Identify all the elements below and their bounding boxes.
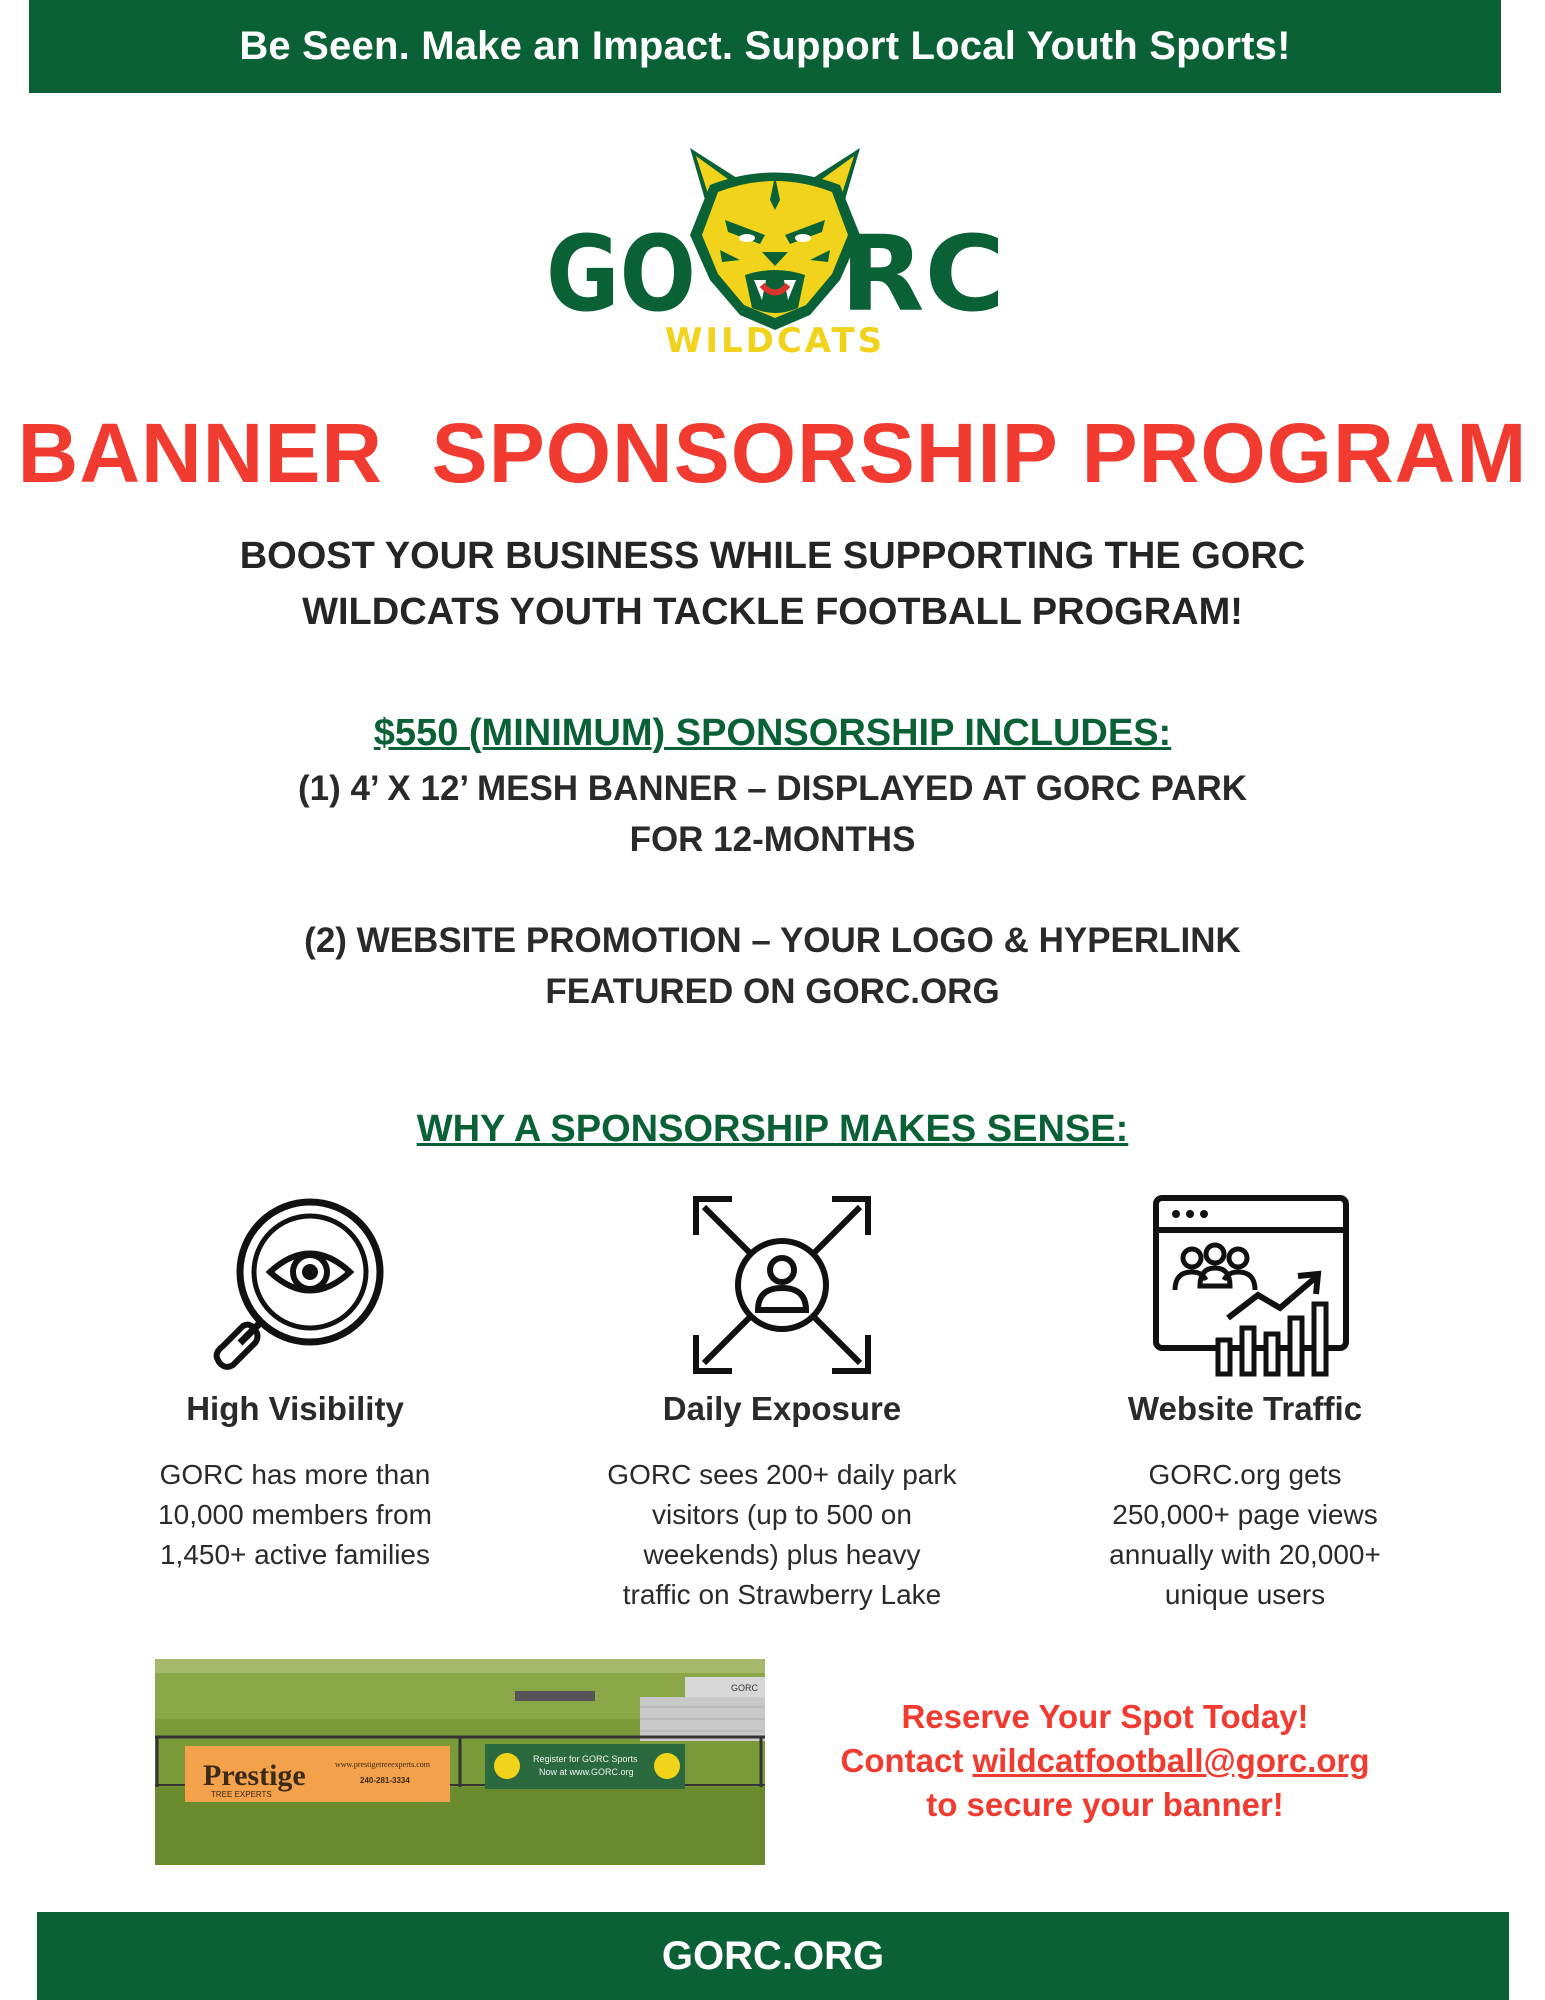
feature-daily-exposure [572, 1190, 992, 1620]
feature-line: GORC sees 200+ daily park [607, 1459, 957, 1490]
feature-line: GORC.org gets [1148, 1459, 1342, 1490]
logo-text-go: GO [546, 213, 696, 335]
feature-line: annually with 20,000+ [1109, 1539, 1381, 1570]
feature-line: weekends) plus heavy [643, 1539, 921, 1570]
cta-line-3: to secure your banner! [926, 1786, 1284, 1823]
include-item-2-line-1: (2) WEBSITE PROMOTION – YOUR LOGO & HYPERLINK [304, 921, 1241, 960]
top-banner [29, 0, 1501, 93]
feature-line: 1,450+ active families [159, 1539, 431, 1570]
feature-title: Daily Exposure [662, 1390, 902, 1427]
feature-description [572, 1455, 992, 1615]
magnifier-eye-icon [195, 1190, 395, 1380]
logo-subtext: WILDCATS [664, 321, 886, 355]
feature-line: GORC has more than [159, 1459, 431, 1490]
photo-banner2-line1: Register for GORC Sports [533, 1754, 638, 1764]
include-item-website [0, 915, 1545, 1017]
feature-description [85, 1455, 505, 1575]
page-title: BANNER SPONSORSHIP PROGRAM [17, 406, 1528, 500]
photo-banner1-phone: 240-281-3334 [360, 1776, 410, 1785]
include-item-1-line-1: (1) 4’ X 12’ MESH BANNER – DISPLAYED AT GORC PARK [297, 769, 1248, 808]
why-heading-text: WHY A SPONSORSHIP MAKES SENSE: [416, 1108, 1129, 1150]
subtitle [0, 528, 1545, 640]
photo-banner1-url: www.prestigetreeexperts.com [335, 1760, 430, 1769]
gorc-wildcats-logo [540, 140, 1010, 355]
footer-url[interactable]: GORC.ORG [661, 1933, 885, 1978]
feature-line: 10,000 members from [158, 1499, 432, 1530]
cta-contact-prefix: Contact [840, 1742, 973, 1779]
feature-description [1035, 1455, 1455, 1615]
subtitle-line-1: BOOST YOUR BUSINESS WHILE SUPPORTING THE GORC [239, 535, 1306, 577]
email-link[interactable]: wildcatfootball@gorc.org [972, 1742, 1370, 1779]
photo-banner2-line2: Now at www.GORC.org [539, 1767, 634, 1777]
user-reach-arrows-icon [682, 1190, 882, 1380]
feature-line: traffic on Strawberry Lake [622, 1579, 942, 1610]
wildcat-head-icon [690, 148, 860, 330]
feature-line: unique users [1164, 1579, 1326, 1610]
logo-text-rc: RC [840, 213, 1005, 335]
photo-sign: GORC [731, 1683, 758, 1693]
include-item-2-line-2: FEATURED ON GORC.ORG [545, 972, 1000, 1011]
feature-line: 250,000+ page views [1112, 1499, 1378, 1530]
cta-line-1: Reserve Your Spot Today! [901, 1698, 1309, 1735]
includes-heading [0, 712, 1545, 755]
includes-heading-text: $550 (MINIMUM) SPONSORSHIP INCLUDES: [373, 712, 1172, 754]
feature-high-visibility [85, 1190, 505, 1610]
include-item-banner [0, 763, 1545, 865]
cta-line-2 [760, 1739, 1450, 1783]
feature-title: Website Traffic [1127, 1390, 1363, 1427]
footer-bar [37, 1912, 1509, 2000]
feature-website-traffic [1035, 1190, 1455, 1620]
subtitle-line-2: WILDCATS YOUTH TACKLE FOOTBALL PROGRAM! [302, 591, 1243, 633]
tagline: Be Seen. Make an Impact. Support Local Youth Sports! [239, 24, 1291, 68]
include-item-1-line-2: FOR 12-MONTHS [629, 820, 916, 859]
banner-photo [155, 1659, 765, 1865]
website-growth-chart-icon [1140, 1190, 1350, 1380]
feature-line: visitors (up to 500 on [652, 1499, 912, 1530]
feature-title: High Visibility [186, 1390, 404, 1427]
photo-banner1-brand: Prestige [203, 1759, 306, 1792]
photo-banner1-sub: TREE EXPERTS [211, 1790, 272, 1799]
why-heading [0, 1108, 1545, 1151]
call-to-action [760, 1695, 1450, 1827]
